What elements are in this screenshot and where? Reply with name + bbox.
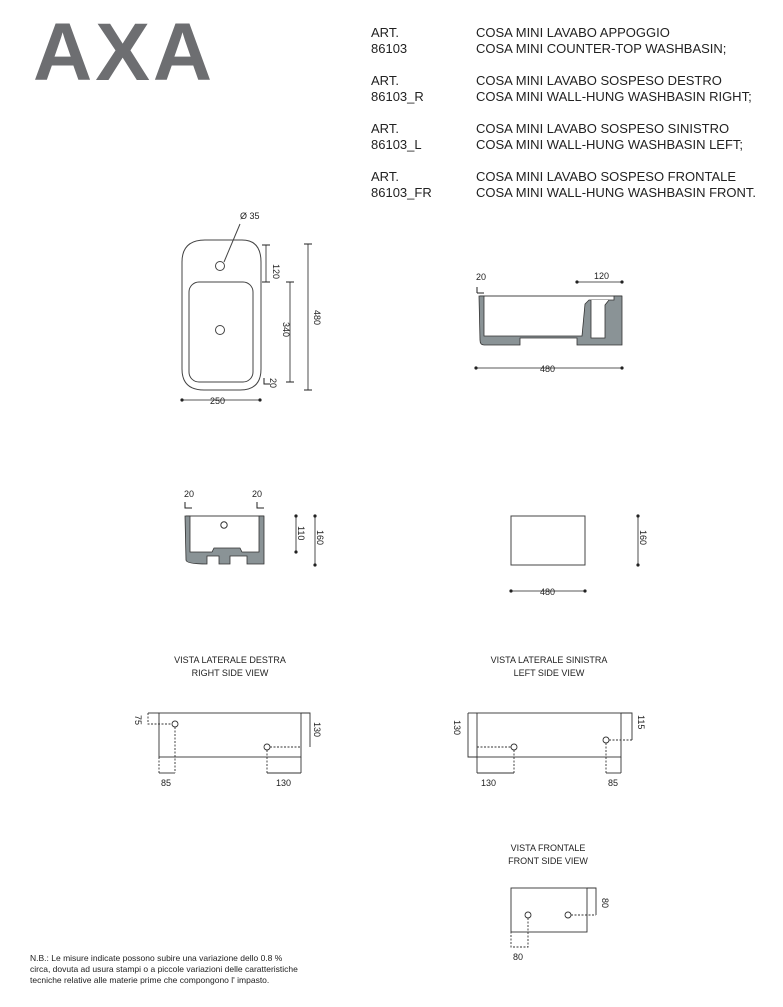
article-code: ART. 86103_L xyxy=(371,121,422,152)
dim-85: 85 xyxy=(161,778,172,788)
dim-160: 160 xyxy=(315,530,325,546)
dim-130-horizontal: 130 xyxy=(276,778,292,788)
drain-hole xyxy=(216,326,225,335)
article-description-it: COSA MINI LAVABO SOSPESO FRONTALE xyxy=(476,169,737,184)
dim-130-horizontal: 130 xyxy=(481,778,497,788)
article-description-en: COSA MINI COUNTER-TOP WASHBASIN; xyxy=(476,41,727,56)
view-title-en: FRONT SIDE VIEW xyxy=(508,856,588,866)
view-title-it: VISTA LATERALE SINISTRA xyxy=(490,655,608,665)
dim-20: 20 xyxy=(268,378,278,389)
side-block-drawing xyxy=(509,514,639,592)
dim-110: 110 xyxy=(296,526,306,541)
front-view-label xyxy=(448,842,648,868)
basin-inner-bowl xyxy=(189,282,253,382)
right-side-view-label xyxy=(130,654,330,680)
brand-logo: AXA xyxy=(33,7,216,98)
article-description-en: COSA MINI WALL-HUNG WASHBASIN RIGHT; xyxy=(476,89,752,104)
dim-480: 480 xyxy=(312,310,322,326)
dim-480: 480 xyxy=(540,587,556,597)
tolerance-note: N.B.: Le misure indicate possono subire una variazione dello 0.8 % circa, dovuta ad usura stampi o a piccole variazioni delle caratteristiche tecniche relative alle materie prime che compongono l' impasto. xyxy=(30,953,298,985)
article-code: ART. 86103_R xyxy=(371,73,424,104)
dim-250: 250 xyxy=(210,396,226,406)
view-title-it: VISTA FRONTALE xyxy=(510,843,586,853)
tap-hole xyxy=(221,522,227,528)
dim-120: 120 xyxy=(271,264,281,280)
article-description-it: COSA MINI LAVABO APPOGGIO xyxy=(476,25,670,40)
tap-hole xyxy=(216,262,225,271)
long-section-drawing xyxy=(474,280,623,369)
dim-80-vertical: 80 xyxy=(600,898,610,909)
article-description-it: COSA MINI LAVABO SOSPESO SINISTRO xyxy=(476,121,730,136)
right-side-view-drawing xyxy=(148,713,310,773)
dim-120: 120 xyxy=(594,271,610,281)
left-side-view-label xyxy=(449,654,649,680)
dim-20-right: 20 xyxy=(252,489,263,499)
article-description-en: COSA MINI WALL-HUNG WASHBASIN FRONT. xyxy=(476,185,757,200)
dim-75: 75 xyxy=(133,715,143,726)
article-code: ART. 86103_FR xyxy=(371,169,432,200)
dim-20: 20 xyxy=(476,272,487,282)
dim-160: 160 xyxy=(638,530,648,546)
dim-115: 115 xyxy=(636,715,646,730)
article-code: ART. 86103 xyxy=(371,25,408,56)
dim-340: 340 xyxy=(281,322,291,338)
view-title-en: RIGHT SIDE VIEW xyxy=(191,668,269,678)
dim-480: 480 xyxy=(540,364,556,374)
top-view-drawing xyxy=(180,224,312,402)
front-view-drawing xyxy=(511,888,596,947)
dim-130: 130 xyxy=(452,720,462,736)
dim-130: 130 xyxy=(312,722,322,738)
dim-80-horizontal: 80 xyxy=(513,952,524,962)
dim-20-left: 20 xyxy=(184,489,195,499)
dim-85: 85 xyxy=(608,778,619,788)
article-description-en: COSA MINI WALL-HUNG WASHBASIN LEFT; xyxy=(476,137,744,152)
left-side-view-drawing xyxy=(468,713,632,773)
view-title-en: LEFT SIDE VIEW xyxy=(513,668,585,678)
dim-hole-diameter: Ø 35 xyxy=(240,211,260,221)
article-description-it: COSA MINI LAVABO SOSPESO DESTRO xyxy=(476,73,722,88)
view-title-it: VISTA LATERALE DESTRA xyxy=(174,655,286,665)
basin-outline xyxy=(182,240,261,390)
